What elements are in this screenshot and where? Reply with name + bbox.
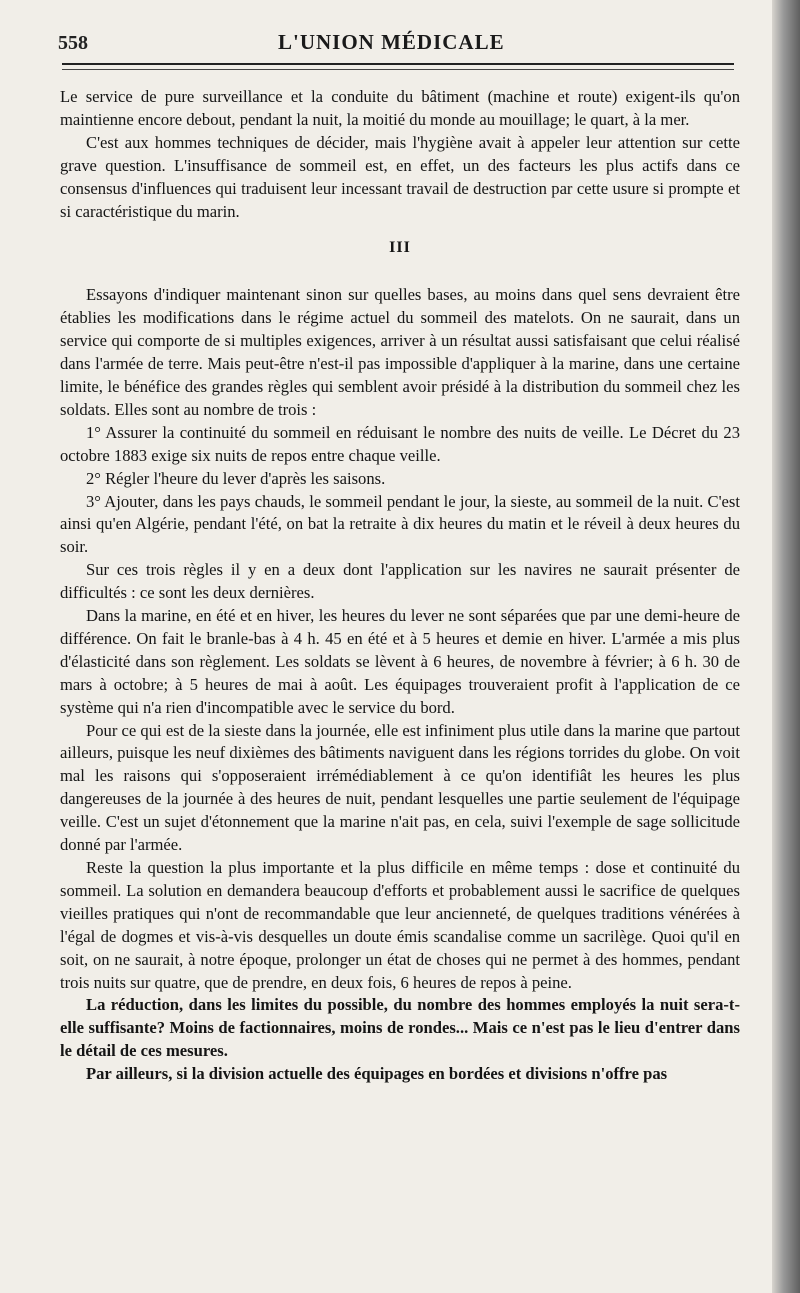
paragraph: Reste la question la plus importante et la plus difficile en même temps : dose et continuité du sommeil. La solution en demandera beaucoup d'efforts et probablement aussi le sacrifice de quelques vieilles pratiques qui n'ont de recommandable que leur ancienneté, de quelques traditions vénérées à l'égal de dogmes et vis-à-vis desquelles un doute émis scandalise comme un sacrilège. Quoi qu'il en soit, on ne saurait, à notre époque, prolonger un état de choses qui ne permet à des hommes, pendant trois nuits sur quatre, que de prendre, en deux fois, 6 heures de repos à peine.: [60, 858, 740, 992]
paragraph: Sur ces trois règles il y en a deux dont l'application sur les navires ne saurait présenter de difficultés : ce sont les deux dernières.: [60, 560, 740, 603]
paragraph: Le service de pure surveillance et la conduite du bâtiment (machine et route) exigent-ils qu'on maintienne encore debout, pendant la nuit, la moitié du monde au mouillage; le quart, à la mer.: [60, 87, 740, 129]
body-text: [60, 86, 740, 1086]
paragraph: Pour ce qui est de la sieste dans la journée, elle est infiniment plus utile dans la marine que partout ailleurs, puisque les neuf dixièmes des bâtiments naviguent dans les régions torrides du globe. On voit mal les raisons qui s'opposeraient irrémédiablement à ce qu'on identifiât les heures les plus dangereuses de la journée à des heures de nuit, pendant lesquelles une partie seulement de l'équipage veille. C'est un sujet d'étonnement que la marine n'ait pas, en cela, suivi l'exemple de sage sollicitude donné par l'armée.: [60, 720, 740, 855]
paragraph: Essayons d'indiquer maintenant sinon sur quelles bases, au moins dans quel sens devraient être établies les modifications dans le régime actuel du sommeil des matelots. On ne saurait, dans un service qui comporte de si multiples exigences, arriver à un résultat aussi satisfaisant que celui réalisé dans l'armée de terre. Mais peut-être n'est-il pas impossible d'appliquer à la marine, dans une certaine limite, le bénéfice des grandes règles qui semblent avoir présidé à la distribution du sommeil chez les soldats. Elles sont au nombre de trois :: [60, 285, 740, 419]
paragraph: Dans la marine, en été et en hiver, les heures du lever ne sont séparées que par une demi-heure de différence. On fait le branle-bas à 4 h. 45 en été et à 5 heures et demie en hiver. L'armée a mis plus d'élasticité dans son règlement. Les soldats se lèvent à 6 heures, de novembre à février; à 6 h. 30 de mars à octobre; à 5 heures de mai à août. Les équipages trouveraient profit à l'application de ce système qui n'a rien d'incompatible avec le service du bord.: [60, 606, 740, 717]
running-title: L'UNION MÉDICALE: [278, 30, 505, 54]
paragraph: 1° Assurer la continuité du sommeil en réduisant le nombre des nuits de veille. Le Décret du 23 octobre 1883 exige six nuits de repos entre chaque veille.: [60, 422, 740, 465]
section-numeral: III: [389, 239, 411, 257]
paragraph: C'est aux hommes techniques de décider, mais l'hygiène avait à appeler leur attention sur cette grave question. L'insuffisance de sommeil est, en effet, un des facteurs les plus actifs dans ce consensus d'influences qui traduisent leur incessant travail de destruction par cette usure si prompte et si caractéristique du marin.: [60, 132, 740, 221]
paragraph: 3° Ajouter, dans les pays chauds, le sommeil pendant le jour, la sieste, au sommeil de la nuit. C'est ainsi qu'en Algérie, pendant l'été, on bat la retraite à dix heures du matin et le réveil à deux heures du soir.: [60, 491, 740, 557]
paragraph: La réduction, dans les limites du possible, du nombre des hommes employés la nuit sera-t-elle suffisante? Moins de factionnaires, moins de rondes... Mais ce n'est pas le lieu d'entrer dans le détail de ces mesures.: [60, 995, 740, 1061]
paragraph: Par ailleurs, si la division actuelle des équipages en bordées et divisions n'offre pas: [86, 1064, 668, 1084]
page-header: [58, 30, 738, 60]
header-rule-top: [62, 63, 734, 65]
paragraph: 2° Régler l'heure du lever d'après les saisons.: [86, 468, 386, 488]
page-edge-shadow: [772, 0, 800, 1293]
page-number: 558: [58, 32, 88, 54]
header-rule-bottom: [62, 69, 734, 70]
